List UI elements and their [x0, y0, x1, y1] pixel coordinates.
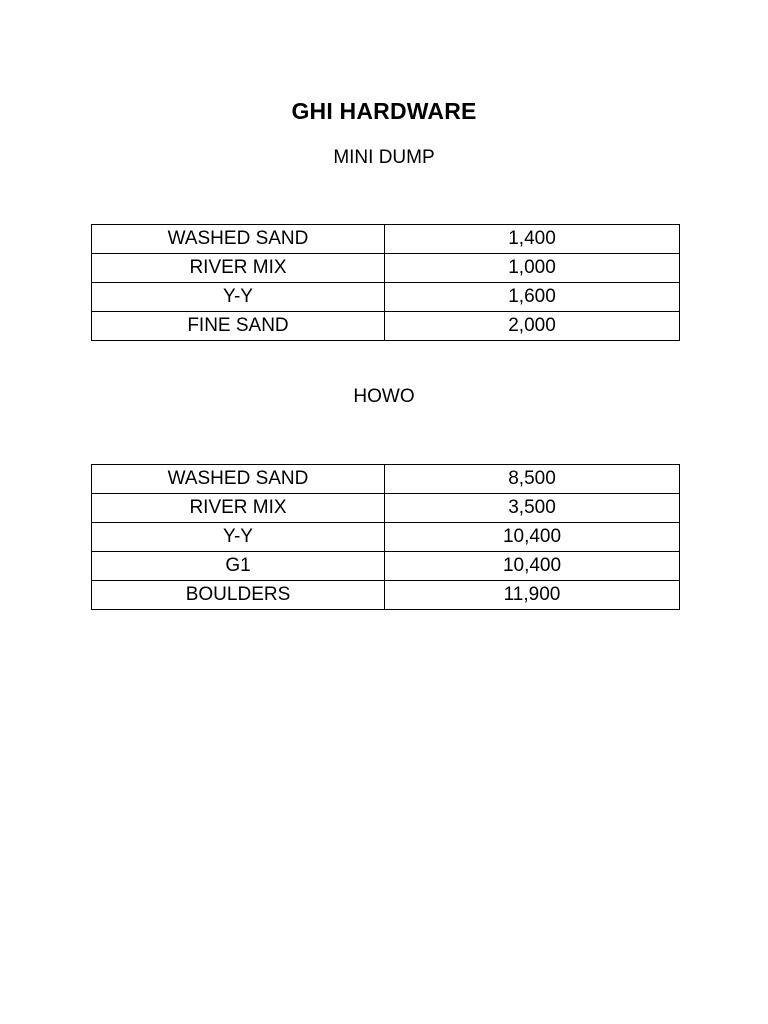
item-price-cell: 2,000	[385, 312, 680, 341]
table-row	[92, 465, 680, 494]
item-price-cell: 11,900	[385, 581, 680, 610]
mini-dump-price-table	[91, 224, 680, 341]
item-price-cell: 10,400	[385, 552, 680, 581]
table-row	[92, 552, 680, 581]
howo-price-table	[91, 464, 680, 610]
table-row	[92, 494, 680, 523]
item-name-cell: BOULDERS	[92, 581, 385, 610]
table-row	[92, 283, 680, 312]
item-name-cell: RIVER MIX	[92, 254, 385, 283]
item-price-cell: 8,500	[385, 465, 680, 494]
item-name-cell: WASHED SAND	[92, 225, 385, 254]
table-row	[92, 254, 680, 283]
table-row	[92, 312, 680, 341]
section-heading-howo: HOWO	[353, 386, 415, 407]
item-name-cell: RIVER MIX	[92, 494, 385, 523]
item-name-cell: G1	[92, 552, 385, 581]
item-name-cell: Y-Y	[92, 283, 385, 312]
section-heading-mini-dump: MINI DUMP	[333, 147, 435, 168]
item-name-cell: Y-Y	[92, 523, 385, 552]
document-title: GHI HARDWARE	[291, 98, 477, 124]
item-price-cell: 1,600	[385, 283, 680, 312]
table-row	[92, 581, 680, 610]
item-price-cell: 3,500	[385, 494, 680, 523]
table-row	[92, 225, 680, 254]
table-row	[92, 523, 680, 552]
item-price-cell: 10,400	[385, 523, 680, 552]
item-name-cell: FINE SAND	[92, 312, 385, 341]
item-price-cell: 1,000	[385, 254, 680, 283]
item-price-cell: 1,400	[385, 225, 680, 254]
item-name-cell: WASHED SAND	[92, 465, 385, 494]
